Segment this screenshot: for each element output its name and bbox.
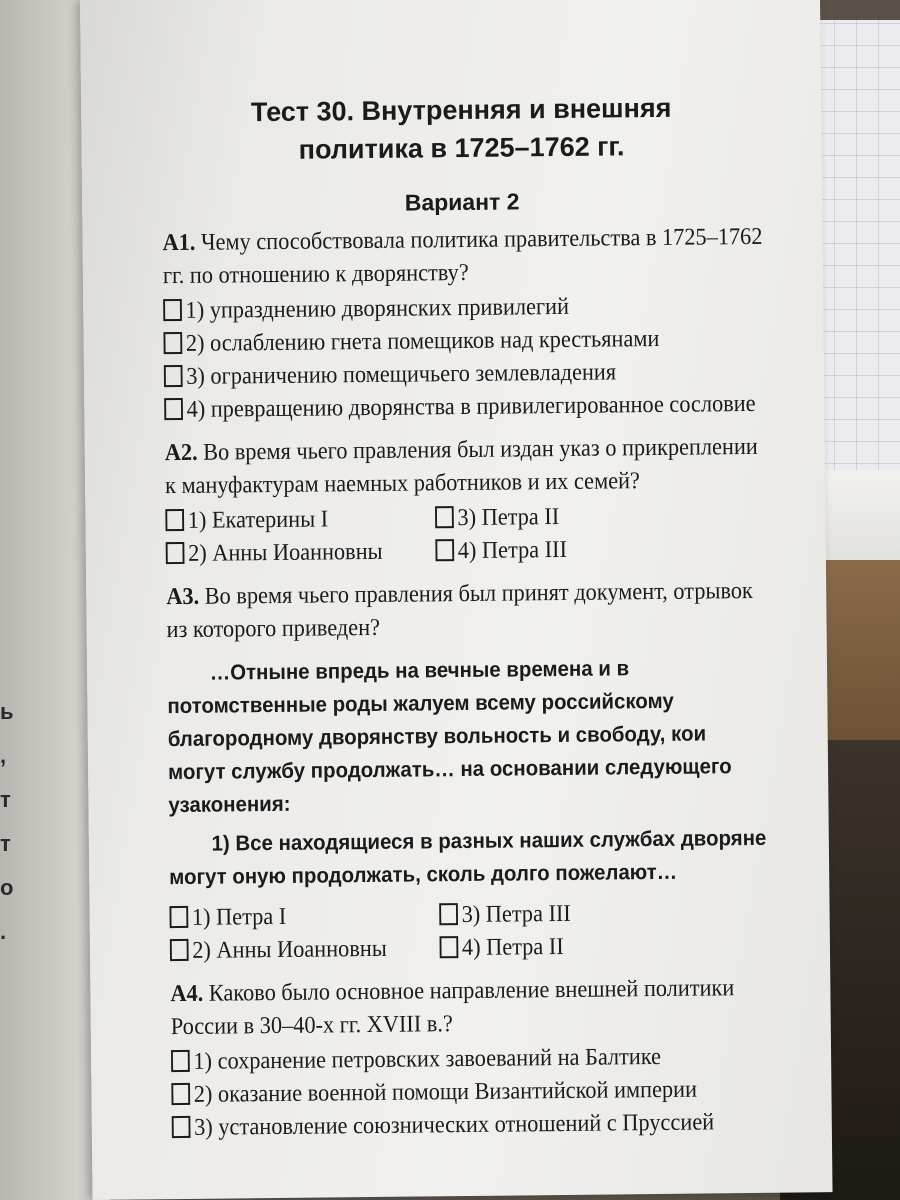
option-label: 2) Анны Иоанновны	[187, 538, 383, 567]
option-label: 2) ослаблению гнета помещиков над крестьянами	[185, 325, 660, 357]
checkbox[interactable]	[165, 509, 184, 531]
a3-option-2[interactable]	[170, 932, 440, 968]
test-content	[161, 88, 772, 1155]
option-label: 1) Петра I	[191, 903, 287, 931]
option-label: 4) Петра III	[457, 536, 568, 565]
a3-option-4[interactable]	[439, 929, 718, 965]
excerpt-paragraph-1: …Отныне впредь на вечные времена и в потомственные роды жалуем всему российскому благородному дворянству вольность и свободу, кои могут службу продолжать… на основании следующего узаконения:	[167, 656, 732, 818]
question-text: Каково было основное направление внешней политики России в 30–40-х гг. XVIII в.?	[170, 975, 735, 1041]
option-label: 3) Петра II	[457, 504, 560, 532]
left-mark: о	[0, 875, 14, 900]
option-label: 1) упразднению дворянских привилегий	[185, 293, 570, 324]
question-a1	[162, 221, 767, 293]
left-mark: т	[0, 787, 11, 812]
a2-option-1[interactable]	[165, 502, 435, 538]
checkbox[interactable]	[440, 936, 459, 958]
test-sheet	[80, 0, 833, 1200]
document-excerpt	[167, 651, 768, 894]
test-title	[161, 88, 762, 170]
left-mark: .	[0, 919, 7, 944]
question-a3	[166, 575, 771, 647]
a1-option-4[interactable]	[164, 388, 769, 427]
checkbox[interactable]	[171, 1083, 190, 1105]
question-a2	[165, 431, 770, 503]
title-line-1: Тест 30. Внутренняя и внешняя	[250, 92, 672, 128]
question-a4	[170, 972, 775, 1044]
a4-options	[171, 1040, 777, 1145]
a2-options	[165, 499, 770, 571]
excerpt-paragraph-2: 1) Все находящиеся в разных наших службах дворяне могут оную продолжать, сколь долго пожелают…	[169, 825, 767, 890]
option-label: 4) превращению дворянства в привилегированное сословие	[186, 390, 756, 423]
option-label: 2) Анны Иоанновны	[192, 935, 387, 964]
variant-heading: Вариант 2	[404, 188, 520, 216]
checkbox[interactable]	[164, 398, 183, 420]
left-page-marks	[0, 690, 30, 954]
option-label: 1) сохранение петровских завоеваний на Балтике	[193, 1043, 662, 1075]
checkbox[interactable]	[439, 903, 458, 925]
a3-option-3[interactable]	[439, 896, 718, 932]
a2-option-3[interactable]	[435, 499, 714, 535]
question-number: А2.	[164, 439, 198, 467]
option-label: 3) Петра III	[461, 900, 571, 929]
checkbox[interactable]	[169, 906, 188, 928]
question-text: Во время чьего правления был издан указ о прикреплении к мануфактурам наемных работников и их семей?	[164, 433, 758, 500]
question-text: Во время чьего правления был принят документ, отрывок из которого приведен?	[166, 577, 753, 644]
option-label: 1) Екатерины I	[187, 506, 329, 534]
a3-option-1[interactable]	[169, 899, 439, 935]
checkbox[interactable]	[166, 542, 185, 564]
option-label: 2) оказание военной помощи Византийской империи	[193, 1076, 698, 1108]
left-mark: ь	[0, 699, 14, 724]
checkbox[interactable]	[171, 1050, 190, 1072]
checkbox[interactable]	[435, 539, 454, 561]
question-text: Чему способствовала политика правительства в 1725–1762 гг. по отношению к дворянству?	[162, 223, 763, 290]
checkbox[interactable]	[172, 1116, 191, 1138]
checkbox[interactable]	[164, 365, 183, 387]
a4-option-3[interactable]	[172, 1106, 777, 1145]
option-label: 4) Петра II	[461, 933, 564, 962]
question-number: А4.	[170, 980, 204, 1008]
left-mark: т	[0, 831, 11, 856]
question-number: А1.	[162, 229, 196, 257]
checkbox[interactable]	[170, 939, 189, 961]
left-mark: ,	[0, 743, 7, 768]
title-line-2: политика в 1725–1762 гг.	[298, 131, 625, 165]
a2-option-4[interactable]	[435, 532, 714, 568]
checkbox[interactable]	[163, 299, 182, 321]
option-label: 3) установление союзнических отношений с Пруссией	[194, 1109, 715, 1141]
a2-option-2[interactable]	[166, 535, 436, 571]
option-label: 3) ограничению помещичьего землевладения	[186, 359, 617, 390]
checkbox[interactable]	[163, 332, 182, 354]
checkbox[interactable]	[435, 506, 454, 528]
a1-options	[163, 289, 769, 427]
a3-options	[169, 896, 774, 968]
question-number: А3.	[166, 583, 200, 611]
